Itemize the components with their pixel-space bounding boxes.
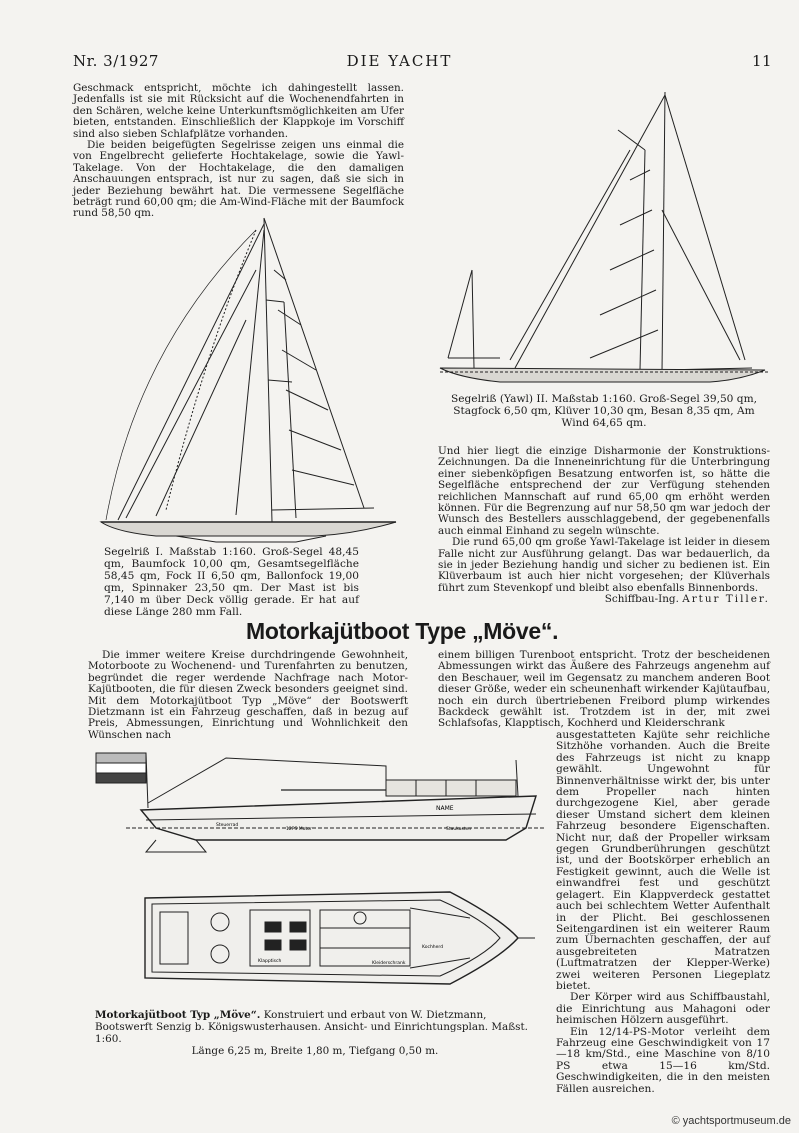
article-paragraph: Ein 12/14-PS-Motor verleiht dem Fahrzeug eine Geschwindigkeit von 17—18 km/Std., eine Maschine von 8/10 PS etwa 15—16 km/Std. Geschwindigkeiten, die in den meisten Fällen ausreichen. [556, 1025, 770, 1095]
article-paragraph: Der Körper wird aus Schiffbaustahl, die Einrichtung aus Mahagoni oder heimischen Hölzern ausgeführt. [556, 991, 770, 1027]
watermark: © yachtsportmuseum.de [671, 1115, 791, 1127]
author-signature [438, 594, 770, 605]
label-motor: 12PS Motor [286, 827, 312, 832]
boat-plan-drawing [140, 888, 520, 988]
article-intro-left [88, 650, 408, 741]
label-kochherd: Kochherd [422, 945, 444, 950]
article-paragraph: ausgestatteten Kajüte sehr reichliche Sitzhöhe vorhanden. Auch die Breite des Fahrzeugs ist nicht zu knapp gewählt. Ungewohnt für Binnenverhältnisse wirkt der, bis unter dem Propeller nach hinten durchgezogene Kiel, aber gerade dieser Umstand sichert dem kleinen Fahrzeug besondere Eigenschaften. Nicht nur, daß der Propeller wirksam gegen Grundberührungen geschützt ist, und der Bootskörper erheblich an Festigkeit gewinnt, auch die Welle ist einwandfrei fest und geschützt gelagert. Ein Klappverdeck gestattet auch bei schlechtem Wetter Aufenthalt in der Plicht. Bei geschlossenen Seitengardinen ist ein weiterer Raum zum Übernachten geschaffen, der auf ausgebreiteten Matratzen (Luftmatratzen der Klepper-Werke) zwei weiteren Personen Liegeplatz bietet. [556, 729, 770, 992]
label-name: NAME [436, 805, 454, 812]
article-right-column [556, 730, 770, 1095]
right-paragraph: Die rund 65,00 qm große Yawl-Takelage ist leider in diesem Falle nicht zur Ausführung gelangt. Das war bedauerlich, da sie in jeder Beziehung handig und sicher zu bedienen ist. Ein Klüverbaum ist auch hier nicht vorgesehen; der Klüverhals führt zum Stevenkopf und bleibt also ebenfalls Binnenbords. [438, 536, 770, 594]
sail-plan-1-caption: Segelriß I. Maßstab 1:160. Groß-Segel 48,45 qm, Baumfock 10,00 qm, Gesamtsegelfläche 58,45 qm, Fock II 6,50 qm, Ballonfock 19,00 qm, Spinnaker 23,50 qm. Der Mast ist bis 7,140 m über Deck völlig gerade. Er hat auf diese Länge 280 mm Fall. [104, 546, 359, 618]
label-klapptisch: Klapptisch [258, 959, 282, 964]
page-number: 11 [752, 52, 773, 70]
right-paragraph: Und hier liegt die einzige Disharmonie der Konstruktions-Zeichnungen. Da die Inneneinrichtung für die Unterbringung einer siebenköpfigen Besatzung entworfen ist, so hätte die Segelfläche entsprechend der zur Verfügung stehenden reichlichen Mannschaft auf rund 65,00 qm erhöht werden können. Für die Begrenzung auf nur 58,50 qm war jedoch der Wunsch des Bestellers ausschlaggebend, der gegebenenfalls auch einmal Einhand zu segeln wünschte. [438, 445, 770, 537]
intro-paragraph: Die beiden beigefügten Segelrisse zeigen uns einmal die von Engelbrecht gelieferte Hochtakelage, sowie die Yawl-Takelage. Von der Hochtakelage, die den damaligen Anschauungen entsprach, ist nur zu sagen, daß sie sich in jeder Beziehung bewährt hat. Die vermessene Segelfläche beträgt rund 60,00 qm; die Am-Wind-Fläche mit der Baumfock rund 58,50 qm. [73, 139, 404, 220]
signature-prefix: Schiffbau-Ing. [604, 593, 679, 606]
boat-caption [95, 1009, 535, 1057]
issue-number: Nr. 3/1927 [73, 52, 159, 70]
sail-plan-2-caption: Segelriß (Yawl) II. Maßstab 1:160. Groß-Segel 39,50 qm, Stagfock 6,50 qm, Klüver 10,30 qm, Besan 8,35 qm, Am Wind 64,65 qm. [451, 393, 757, 429]
sail-plan-2-drawing [440, 90, 770, 390]
journal-title: DIE YACHT [346, 52, 453, 70]
signature-name: Artur Tiller. [682, 593, 770, 606]
intro-text [73, 83, 404, 220]
article-intro-right [438, 650, 770, 730]
right-column-text [438, 446, 770, 606]
label-kleiderschrank: Kleiderschrank [372, 961, 406, 966]
sail-plan-1-drawing [96, 210, 426, 540]
article-title: Motorkajütboot Type „Möve“. [246, 618, 559, 644]
boat-caption-title: Motorkajütboot Typ „Möve“. [95, 1009, 261, 1021]
boat-caption-text: Konstruiert und erbaut von W. Dietzmann, Bootswerft Senzig b. Königswusterhausen. Ansicht- und Einrichtungsplan. Maßst. 1:60. [95, 1009, 528, 1045]
article-paragraph: einem billigen Turenboot entspricht. Trotz der bescheidenen Abmessungen wirkt das Äußere des Fahrzeugs angenehm auf den Beschauer, weil im Gegensatz zu manchem anderen Boot dieser Größe, weder ein scheunenhaft wirkender Kajütaufbau, noch ein durch übertriebenen Freibord plump wirkendes Backdeck gewählt ist. Trotzdem ist in der, mit zwei Schlafsofas, Klapptisch, Kochherd und Kleiderschrank [438, 649, 770, 730]
intro-paragraph: Geschmack entspricht, möchte ich dahingestellt lassen. Jedenfalls ist sie mit Rücksicht auf die Wochenendfahrten in den Schären, welche keine Unterkunftsmöglichkeiten am Ufer bieten, entstanden. Einschließlich der Klappkoje im Vorschiff sind also sieben Schlafplätze vorhanden. [73, 82, 404, 140]
boat-caption-dimensions: Länge 6,25 m, Breite 1,80 m, Tiefgang 0,50 m. [191, 1045, 439, 1057]
label-staukasten: Staukasten [446, 827, 472, 832]
boat-elevation-drawing [86, 748, 546, 868]
article-paragraph: Die immer weitere Kreise durchdringende Gewohnheit, Motorboote zu Wochenend- und Turenfahrten zu benutzen, begründet die reger werdende Nachfrage nach Motor-Kajütbooten, die für diesen Zweck besonders geeignet sind. Mit dem Motorkajütboot Typ „Möve“ der Bootswerft Dietzmann ist ein Fahrzeug geschaffen, daß in bezug auf Preis, Abmessungen, Einrichtung und Wohnlichkeit den Wünschen nach [88, 649, 408, 741]
label-steuerrad: Steuerrad [216, 823, 239, 828]
